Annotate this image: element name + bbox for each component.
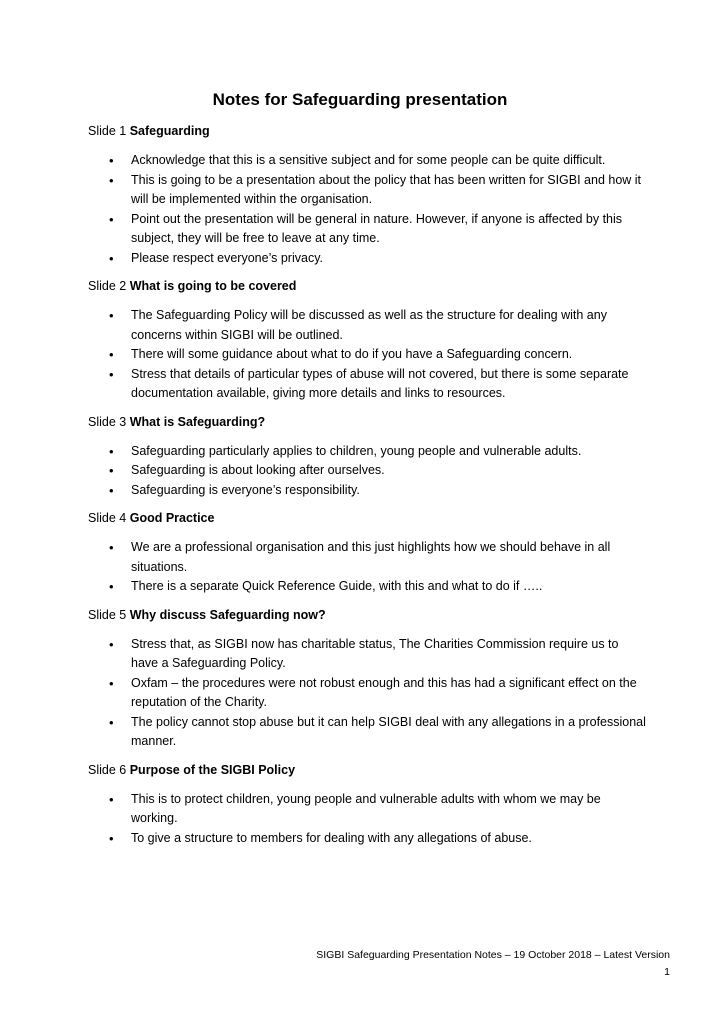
bullet-item: • There is a separate Quick Reference Guide, with this and what to do if ….. <box>88 577 648 597</box>
bullet-item: • The policy cannot stop abuse but it can help SIGBI deal with any allegations in a professional manner. <box>88 713 648 752</box>
bullet-item: • Stress that, as SIGBI now has charitable status, The Charities Commission require us to have a Safeguarding Policy. <box>88 635 648 674</box>
bullet-list <box>88 306 648 404</box>
bullet-item: • There will some guidance about what to do if you have a Safeguarding concern. <box>88 345 648 365</box>
slide-heading <box>88 761 648 780</box>
bullet-list <box>88 538 648 597</box>
bullet-item: • Acknowledge that this is a sensitive subject and for some people can be quite difficult. <box>88 151 648 171</box>
slide-title: Safeguarding <box>129 124 210 138</box>
bullet-list <box>88 442 648 501</box>
page-footer <box>316 947 670 981</box>
slide-title: Good Practice <box>129 511 215 525</box>
slide-section-3 <box>88 413 648 501</box>
bullet-item: • We are a professional organisation and this just highlights how we should behave in all situations. <box>88 538 648 577</box>
page-number: 1 <box>664 966 670 978</box>
bullet-item: • Safeguarding particularly applies to children, young people and vulnerable adults. <box>88 442 648 462</box>
notes-content <box>88 122 648 857</box>
slide-title: Purpose of the SIGBI Policy <box>129 762 296 777</box>
bullet-item: • This is going to be a presentation about the policy that has been written for SIGBI and how it will be implemented within the organisation. <box>88 171 648 210</box>
bullet-item: • Oxfam – the procedures were not robust enough and this has had a significant effect on the reputation of the Charity. <box>88 674 648 713</box>
slide-number: Slide 5 <box>88 607 127 622</box>
bullet-item: • Stress that details of particular types of abuse will not covered, but there is some separate documentation available, giving more details and links to resources. <box>88 365 648 404</box>
slide-number: Slide 6 <box>88 762 127 777</box>
page-title: Notes for Safeguarding presentation <box>212 90 508 109</box>
slide-section-5 <box>88 606 648 752</box>
bullet-item: • This is to protect children, young people and vulnerable adults with whom we may be working. <box>88 790 648 829</box>
bullet-item: • Point out the presentation will be general in nature. However, if anyone is affected by this subject, they will be free to leave at any time. <box>88 210 648 249</box>
slide-title: What is going to be covered <box>129 279 297 293</box>
bullet-item: • Safeguarding is about looking after ourselves. <box>88 461 648 481</box>
bullet-list <box>88 790 648 849</box>
slide-section-1 <box>88 122 648 268</box>
bullet-item: • Please respect everyone’s privacy. <box>88 249 648 269</box>
bullet-item: • Safeguarding is everyone’s responsibility. <box>88 481 648 501</box>
footer-text: SIGBI Safeguarding Presentation Notes – 19 October 2018 – Latest Version <box>316 949 670 961</box>
slide-number: Slide 4 <box>88 511 127 525</box>
bullet-list <box>88 635 648 752</box>
slide-section-6 <box>88 761 648 849</box>
slide-number: Slide 1 <box>88 124 127 138</box>
bullet-item: • The Safeguarding Policy will be discussed as well as the structure for dealing with any concerns within SIGBI will be outlined. <box>88 306 648 345</box>
slide-title: Why discuss Safeguarding now? <box>129 607 326 622</box>
slide-heading <box>88 277 648 296</box>
slide-heading <box>88 413 648 432</box>
slide-heading <box>88 122 648 141</box>
slide-section-2 <box>88 277 648 404</box>
slide-title: What is Safeguarding? <box>129 414 266 429</box>
slide-heading <box>88 606 648 625</box>
slide-number: Slide 2 <box>88 279 127 293</box>
bullet-list <box>88 151 648 268</box>
slide-heading <box>88 509 648 528</box>
bullet-item: • To give a structure to members for dealing with any allegations of abuse. <box>88 829 648 849</box>
slide-number: Slide 3 <box>88 414 127 429</box>
slide-section-4 <box>88 509 648 597</box>
